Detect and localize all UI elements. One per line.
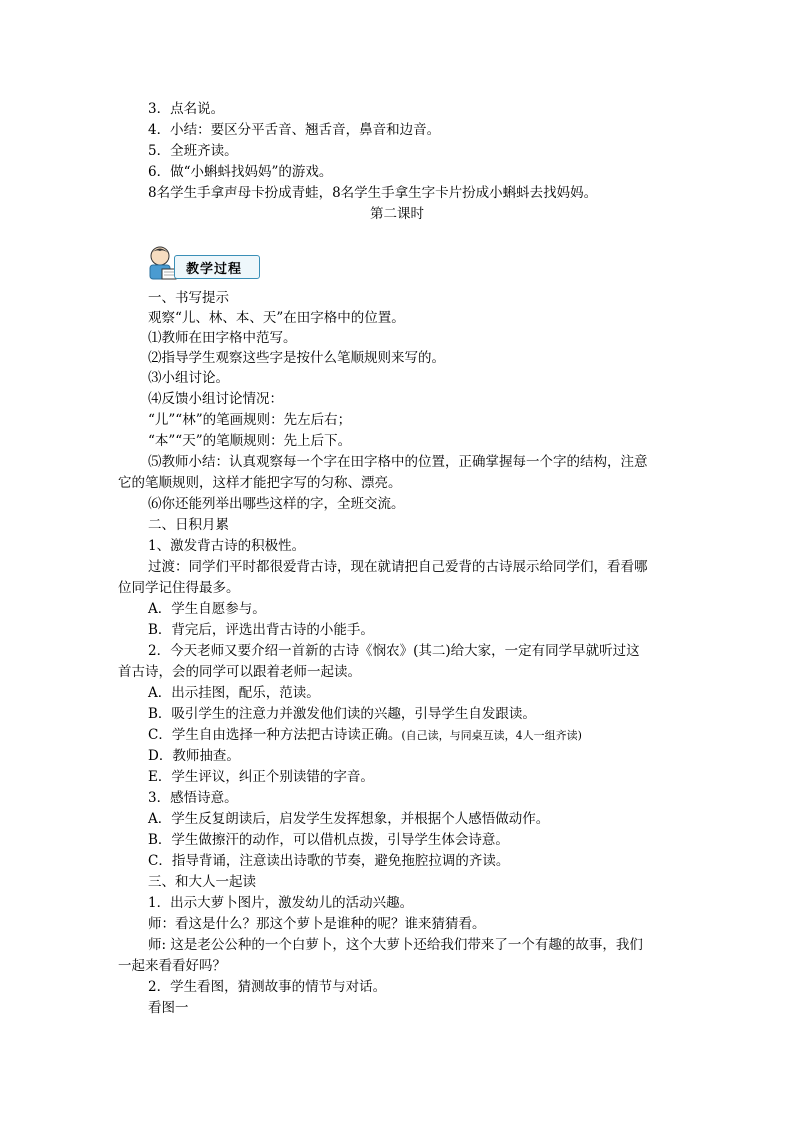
- text-line: C．指导背诵，注意读出诗歌的节奏，避免拖腔拉调的齐读。: [148, 853, 510, 869]
- heading: 二、日积月累: [148, 517, 229, 533]
- text-line: 1、激发背古诗的积极性。: [148, 538, 306, 554]
- text-line: D．教师抽查。: [148, 748, 240, 764]
- text-line: B．学生做擦汗的动作，可以借机点拨，引导学生体会诗意。: [148, 832, 509, 848]
- paragraph: ⑸教师小结：认真观察每一个字在田字格中的位置，正确掌握每一个字的结构，注意它的笔顺规则，这样才能把字写的匀称、漂亮。: [118, 454, 648, 491]
- text-line: 观察“儿、林、本、天”在田字格中的位置。: [148, 310, 405, 326]
- text-line: 2．学生看图，猜测故事的情节与对话。: [148, 979, 387, 995]
- text-line: A．学生反复朗读后，启发学生发挥想象，并根据个人感悟做动作。: [148, 811, 550, 827]
- text-line: “儿”“林”的笔画规则：先左后右；: [148, 412, 352, 428]
- text-line: [148, 725, 582, 746]
- text-line: 5．全班齐读。: [148, 143, 238, 159]
- text-line: “本”“天”的笔顺规则：先上后下。: [148, 433, 352, 449]
- paragraph: 过渡：同学们平时都很爱背古诗，现在就请把自己爱背的古诗展示给同学们，看看哪位同学记住得最多。: [118, 559, 648, 596]
- paragraph: 师: 这是老公公种的一个白萝卜，这个大萝卜还给我们带来了一个有趣的故事，我们一起来看看好吗？: [118, 937, 643, 974]
- text-line: ⑵指导学生观察这些字是按什么笔顺规则来写的。: [148, 350, 445, 366]
- heading: 三、和大人一起读: [148, 874, 256, 890]
- lesson-title: 第二课时: [370, 206, 424, 222]
- text-line: A．出示挂图，配乐，范读。: [148, 685, 320, 701]
- text-line: A．学生自愿参与。: [148, 601, 266, 617]
- heading: 一、书写提示: [148, 290, 229, 306]
- text-line: 8名学生手拿声母卡扮成青蛙，8名学生手拿生字卡片扮成小蝌蚪去找妈妈。: [148, 185, 598, 201]
- text-line: ⑴教师在田字格中范写。: [148, 330, 297, 346]
- section-banner: [142, 243, 260, 283]
- text-line: 6．做“小蝌蚪找妈妈”的游戏。: [148, 164, 333, 180]
- text-line: ⑹你还能列举出哪些这样的字，全班交流。: [148, 496, 405, 512]
- text-line: E．学生评议，纠正个别读错的字音。: [148, 769, 374, 785]
- text-line: 3．点名说。: [148, 101, 225, 117]
- text-line: 师：看这是什么？那这个萝卜是谁种的呢？谁来猜猜看。: [148, 916, 486, 932]
- text-line: B．吸引学生的注意力并激发他们读的兴趣，引导学生自发跟读。: [148, 706, 536, 722]
- text-main: C．学生自由选择一种方法把古诗读正确。: [148, 727, 402, 743]
- text-line: B．背完后，评选出背古诗的小能手。: [148, 622, 374, 638]
- text-note: (自己读，与同桌互读，4人一组齐读): [401, 729, 582, 742]
- text-line: 3．感悟诗意。: [148, 790, 238, 806]
- text-line: 4．小结：要区分平舌音、翘舌音，鼻音和边音。: [148, 122, 441, 138]
- text-line: ⑶小组讨论。: [148, 370, 229, 386]
- paragraph: 2．今天老师又要介绍一首新的古诗《悯农》(其二)给大家，一定有同学早就听过这首古诗，会的同学可以跟着老师一起读。: [118, 643, 640, 680]
- text-line: 1．出示大萝卜图片，激发幼儿的活动兴趣。: [148, 895, 414, 911]
- text-line: ⑷反馈小组讨论情况：: [148, 391, 283, 407]
- banner-label: 教学过程: [186, 262, 243, 277]
- text-line: 看图一: [148, 1000, 189, 1016]
